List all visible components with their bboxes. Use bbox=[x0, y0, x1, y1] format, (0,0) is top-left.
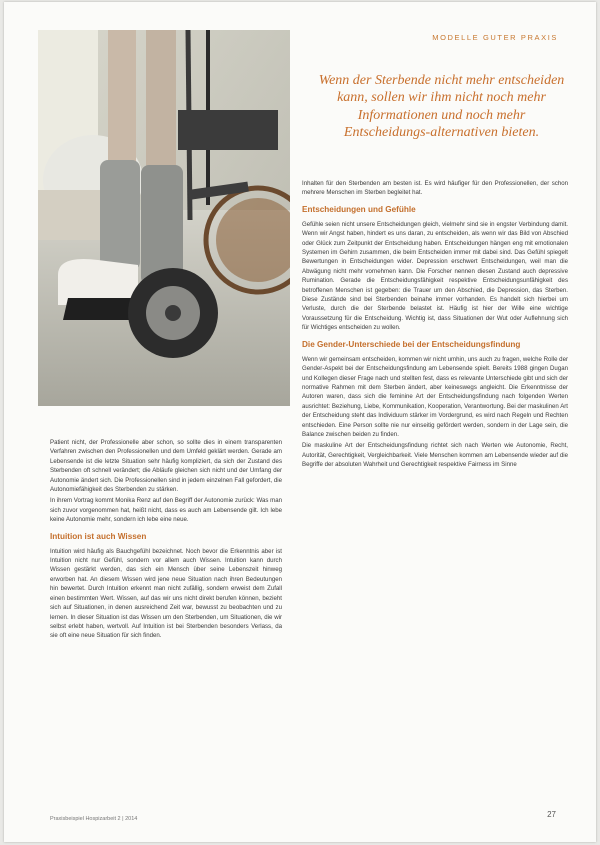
journal-footer: Praxisbeispiel Hospizarbeit 2 | 2014 bbox=[50, 816, 138, 822]
section-label: MODELLE GUTER PRAXIS bbox=[432, 33, 558, 42]
body-paragraph: Intuition wird häufig als Bauchgefühl bezeichnet. Noch bevor die Erkenntnis aber ist Intuition nicht nur Gefühl, sondern vor allem auch Wissen. Intuition kann durch Wissen gestärkt werden, das sich ein Mensch über seine Lebenszeit hinweg erworben hat. An diesem Wissen wird jene neue Situation nach ihren Bedeutungen hin bewertet. Durch Intuition erkennt man nicht zufällig, sondern erweist dem Zufall einen bestimmten Wert. Wissen, auf das wir uns nicht direkt berufen können, bezieht sich auf Situationen, in denen ausreichend Zeit war, bewusst zu beobachten und zu lernen. In dieser Situation ist das Wissen um den Sterbenden, um Situationen, die wir selbst erlebt haben, wertvoll. Auf Intuition ist bei Sterbenden besonders Verlass, da sie oft eine neue Situation für sich finden. bbox=[50, 547, 282, 640]
pull-quote: Wenn der Sterbende nicht mehr entscheiden kann, sollen wir ihm nicht noch mehr Informationen und noch mehr Entscheidungs-alternativen bieten. bbox=[318, 73, 565, 140]
magazine-page bbox=[4, 2, 596, 842]
right-column bbox=[302, 179, 568, 472]
body-paragraph: Inhalten für den Sterbenden am besten ist. Es wird häufiger für den Professionellen, der schon mehrere Menschen im Sterben begleitet hat. bbox=[302, 180, 568, 197]
subheading: Intuition ist auch Wissen bbox=[50, 531, 147, 541]
subheading: Die Gender-Unterschiede bei der Entscheidungsfindung bbox=[302, 339, 521, 349]
body-paragraph: In ihrem Vortrag kommt Monika Renz auf den Begriff der Autonomie zurück: Was man sich zuvor vorgenommen hat, heißt nicht, dass es auch am Lebensende gilt. Ich lebe keine Autonomie mehr, sondern ich lebe eine neue. bbox=[50, 497, 282, 524]
subheading: Entscheidungen und Gefühle bbox=[302, 204, 416, 214]
body-paragraph: Gefühle seien nicht unsere Entscheidungen gleich, vielmehr sind sie in engster Verbindung damit. Wenn wir Angst haben, hindert es uns daran, zu entscheiden, als wenn wir das Bild von Abschied oder Glück zum Zeitpunkt der Entscheidung haben. Entscheidungen hängen eng mit emotionalen Systemen im Gehirn zusammen, die beim Entscheiden immer mit dabei sind. Das Gefühl spiegelt Bewertungen in Entscheidungen wider. Depression erschwert Entscheidungen, weil man die Abwägung nicht mehr vornehmen kann. Die Forscher nennen diesen Zustand auch depressive Rumination. Gerade die Entscheidungsfähigkeit respektive Entscheidungsunfähigkeit des betroffenen Menschen ist gegeben: die Trauer um den Abschied, die Depression, das Sterben. Diese Zustände sind bei Sterbenden beinahe immer vorhanden. Es handelt sich hierbei um Verluste, durch die der Sterbende belastet ist. Häufig ist hier der Wille eine wichtige Voraussetzung für die Entscheidung. Wichtig ist, dass Situationen der Wut oder Auflehnung sich für Wichtiges entscheiden zu wollen. bbox=[302, 220, 568, 332]
body-paragraph: Die maskuline Art der Entscheidungsfindung richtet sich nach Werten wie Autonomie, Recht, Autorität, Gerechtigkeit, Vergleichbarkeit. Viele Menschen kommen am Lebensende wieder auf die Begriffe der absoluten Wahrheit und Gerechtigkeit respektive Fairness im Sinne bbox=[302, 442, 568, 469]
left-column bbox=[50, 438, 282, 643]
page-number: 27 bbox=[547, 810, 556, 819]
body-paragraph: Patient nicht, der Professionelle aber schon, so sollte dies in einem transparenten Verfahren zwischen den Professionellen und dem Umfeld geklärt werden. Gerade am Lebensende ist die letzte Situation sehr häufig kompliziert, da sich der Zustand des Sterbenden oft schnell verändert; die Abläufe gleichen sich nicht und der Umfang der Autonomie ändert sich. Die Professionellen sind in jedem einzelnen Fall gefordert, die Autonomiefähigkeit des Sterbenden zu stärken. bbox=[50, 439, 282, 494]
wheelchair-photo bbox=[38, 30, 290, 406]
body-paragraph: Wenn wir gemeinsam entscheiden, kommen wir nicht umhin, uns auch zu fragen, welche Rolle der Gender-Aspekt bei der Entscheidungsfindung am Lebensende spielt. Bereits 1988 gingen Dugan und Kollegen dieser Frage nach und stellten fest, dass es relevante Unterschiede gibt und sich der normative Rahmen mit dem Sterben ändert, aber keineswegs angleicht. Die Erkenntnisse der Autoren waren, dass sich die feminine Art der Entscheidungsfindung nach folgenden Werten ausrichtet: Beziehung, Liebe, Kommunikation, Kooperation, Verantwortung. Bei der maskulinen Art der Entscheidung steht das Individuum stärker im Vordergrund, es wird nach Regeln und Rechten entschieden. Eine Person sollte nie nur einseitig gefördert werden, sondern in der Lage sein, die Balance zwischen beiden zu finden. bbox=[302, 355, 568, 438]
